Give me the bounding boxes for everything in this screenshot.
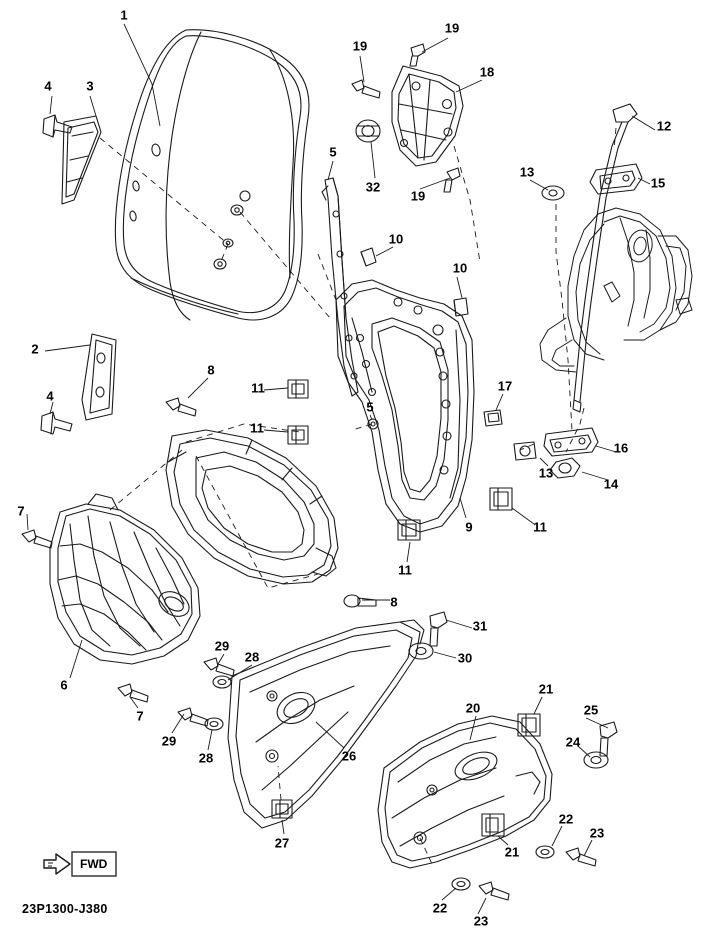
callout-21-b: 21 xyxy=(504,844,520,860)
part-front-fork-assembly xyxy=(540,208,692,372)
callout-2: 2 xyxy=(31,341,39,357)
callout-11-d: 11 xyxy=(398,562,412,578)
part-washer-28-a xyxy=(213,676,231,688)
callout-4-a: 4 xyxy=(44,78,52,94)
fwd-label: FWD xyxy=(80,857,108,871)
callout-12: 12 xyxy=(656,118,672,134)
part-plate-15 xyxy=(590,164,642,194)
part-collar-10-b xyxy=(454,298,468,316)
part-washer-22-a xyxy=(536,846,554,858)
part-collar-10-a xyxy=(361,248,376,266)
part-screw-8-b xyxy=(344,595,376,607)
part-clip-11-d xyxy=(490,488,512,510)
callout-6: 6 xyxy=(60,677,68,693)
part-bolt-19-c xyxy=(444,168,460,192)
part-screw-23-a xyxy=(566,848,596,866)
part-cowling-6 xyxy=(50,494,200,664)
callout-19-c: 19 xyxy=(410,188,426,204)
callout-5-b: 5 xyxy=(366,399,374,415)
part-seal-lower xyxy=(82,334,116,420)
part-clip-11-b xyxy=(288,426,308,444)
callout-14: 14 xyxy=(603,476,619,492)
callout-8-b: 8 xyxy=(390,594,398,610)
diagram-part-code: 23P1300-J380 xyxy=(22,902,108,916)
part-clip-11-c xyxy=(398,520,420,540)
part-bolt-19-a xyxy=(410,44,425,66)
callout-5-a: 5 xyxy=(329,144,337,160)
part-bolt-25 xyxy=(600,722,617,756)
callout-17: 17 xyxy=(497,378,513,394)
part-stay-5 xyxy=(322,178,358,396)
callout-7-a: 7 xyxy=(17,503,25,519)
callout-28-b: 28 xyxy=(198,750,214,766)
fwd-direction-marker xyxy=(40,850,122,888)
callout-8-a: 8 xyxy=(207,362,215,378)
callout-30: 30 xyxy=(457,650,473,666)
callout-4-b: 4 xyxy=(46,388,54,404)
callout-20: 20 xyxy=(465,700,481,716)
part-stay-9 xyxy=(336,280,474,535)
part-screw-29-a xyxy=(204,658,234,676)
callout-24: 24 xyxy=(565,734,581,750)
callout-9: 9 xyxy=(465,519,473,535)
callout-7-b: 7 xyxy=(136,708,144,724)
callout-23-a: 23 xyxy=(589,825,605,841)
callout-10-b: 10 xyxy=(452,260,468,276)
part-grommet-32 xyxy=(356,120,380,142)
callout-10-a: 10 xyxy=(388,231,404,247)
part-seal-upper xyxy=(62,116,101,204)
part-screw-7-b xyxy=(118,684,148,702)
callout-3: 3 xyxy=(86,78,94,94)
part-nut-14 xyxy=(550,458,580,478)
part-clip-21-b xyxy=(482,814,504,836)
callout-11-c: 11 xyxy=(533,519,547,535)
part-bolt-31 xyxy=(430,612,447,646)
callout-28-a: 28 xyxy=(244,649,260,665)
callout-22-b: 22 xyxy=(432,900,448,916)
part-screw-7-a xyxy=(22,530,52,548)
callout-13-b: 13 xyxy=(538,465,554,481)
callout-25: 25 xyxy=(583,702,599,718)
part-washer-30 xyxy=(409,643,433,659)
callout-27: 27 xyxy=(274,835,290,851)
callout-19-b: 19 xyxy=(444,20,460,36)
callout-11-a: 11 xyxy=(251,380,265,396)
callout-18: 18 xyxy=(479,64,495,80)
part-screw-8-a xyxy=(166,398,196,416)
callout-29-a: 29 xyxy=(214,638,230,654)
callout-1: 1 xyxy=(120,7,128,23)
part-bracket-18 xyxy=(392,66,463,166)
part-clip-11-a xyxy=(288,380,308,398)
part-panel-20 xyxy=(378,716,552,868)
callout-16: 16 xyxy=(613,440,629,456)
callout-19-a: 19 xyxy=(352,38,368,54)
callout-21-a: 21 xyxy=(538,681,554,697)
callout-22-a: 22 xyxy=(558,811,574,827)
part-washer-22-b xyxy=(452,878,470,890)
callout-13-a: 13 xyxy=(519,164,535,180)
callout-29-b: 29 xyxy=(161,733,177,749)
part-bracket-17 xyxy=(484,410,502,426)
callout-32: 32 xyxy=(365,179,381,195)
part-screw-4-lower xyxy=(41,412,72,434)
callout-23-b: 23 xyxy=(473,913,489,929)
part-headlight-unit xyxy=(166,430,338,584)
part-bolt-19-b xyxy=(352,80,380,98)
part-screw-23-b xyxy=(479,882,509,900)
callout-15: 15 xyxy=(650,175,666,191)
callout-26: 26 xyxy=(341,748,357,764)
callout-31: 31 xyxy=(472,618,488,634)
callout-11-b: 11 xyxy=(250,420,264,436)
